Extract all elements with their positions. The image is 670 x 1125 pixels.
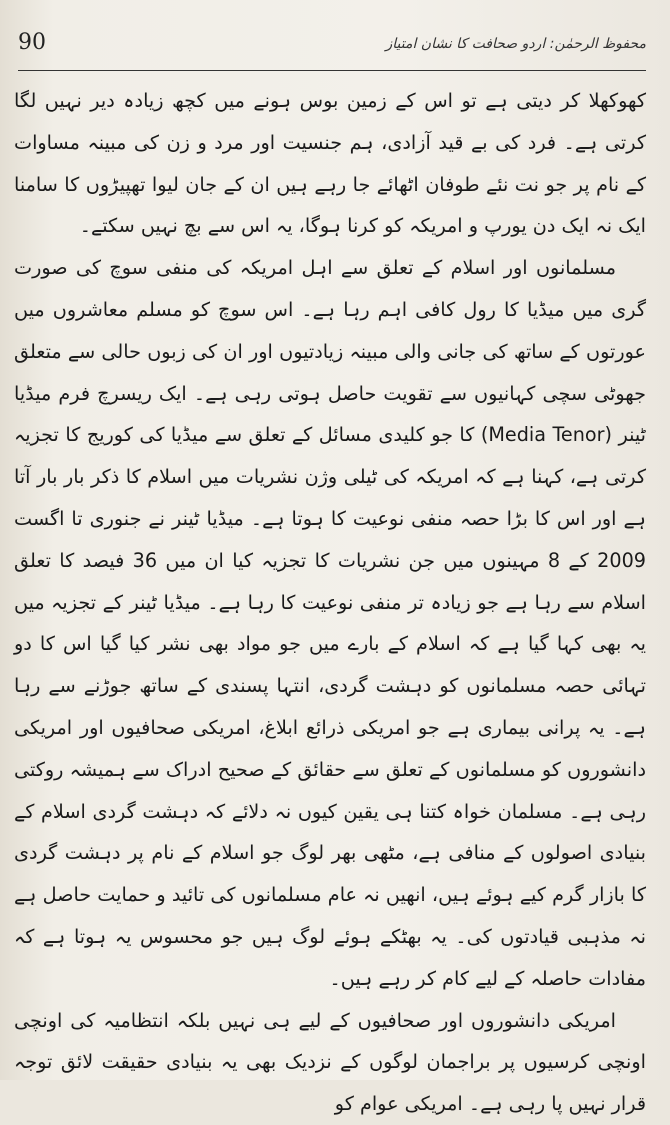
page-number: 90 [18, 30, 46, 55]
page-header [18, 30, 646, 71]
body-text [14, 80, 646, 1125]
paragraph: مسلمانوں اور اسلام کے تعلق سے اہل امریکہ کی منفی سوچ کی صورت گری میں میڈیا کا رول کافی اہم رہا ہے۔ اس سوچ کو مسلم معاشروں میں عورتوں کے ساتھ کی جانی والی مبینہ زیادتیوں اور ان کی زبوں حالی سے متعلق جھوٹی سچی کہانیوں سے تقویت حاصل ہوتی رہی ہے۔ ایک ریسرچ فرم میڈیا ٹینر (Media Tenor) کا جو کلیدی مسائل کے تعلق سے میڈیا کی کوریج کا تجزیہ کرتی ہے، کہنا ہے کہ امریکہ کی ٹیلی وژن نشریات میں اسلام کا ذکر بار بار آتا ہے اور اس کا بڑا حصہ منفی نوعیت کا ہوتا ہے۔ میڈیا ٹینر نے جنوری تا اگست 2009 کے 8 مہینوں میں جن نشریات کا تجزیہ کیا ان میں 36 فیصد کا تعلق اسلام سے رہا ہے جو زیادہ تر منفی نوعیت کا رہا ہے۔ میڈیا ٹینر کے تجزیہ میں یہ بھی کہا گیا ہے کہ اسلام کے بارے میں جو مواد بھی نشر کیا گیا اس کا دو تہائی حصہ مسلمانوں کو دہشت گردی، انتہا پسندی کے ساتھ جوڑنے سے رہا ہے۔ یہ پرانی بیماری ہے جو امریکی ذرائع ابلاغ، امریکی صحافیوں اور امریکی دانشوروں کو مسلمانوں کے تعلق سے حقائق کے صحیح ادراک سے ہمیشہ روکتی رہی ہے۔ مسلمان خواہ کتنا ہی یقین کیوں نہ دلائے کہ دہشت گردی اسلام کے بنیادی اصولوں کے منافی ہے، مٹھی بھر لوگ جو اسلام کے نام پر دہشت گردی کا بازار گرم کیے ہوئے ہیں، انھیں نہ عام مسلمانوں کی تائید و حمایت حاصل ہے نہ مذہبی قیادتوں کی۔ یہ بھٹکے ہوئے لوگ ہیں جو محسوس یہ ہوتا ہے کہ مفادات حاصلہ کے لیے کام کر رہے ہیں۔ [14, 256, 646, 990]
paragraph: کھوکھلا کر دیتی ہے تو اس کے زمین بوس ہونے میں کچھ زیادہ دیر نہیں لگا کرتی ہے۔ فرد کی بے قید آزادی، ہم جنسیت اور مرد و زن کی مبینہ مساوات کے نام پر جو نت نئے طوفان اٹھائے جا رہے ہیں ان کے جان لیوا تھپیڑوں کا سامنا ایک نہ ایک دن یورپ و امریکہ کو کرنا ہوگا، یہ اس سے بچ نہیں سکتے۔ [14, 89, 646, 238]
running-title: محفوظ الرحمٰن: اردو صحافت کا نشان امتیاز [385, 36, 646, 52]
paragraph: امریکی دانشوروں اور صحافیوں کے لیے ہی نہیں بلکہ انتظامیہ کی اونچی اونچی کرسیوں پر براجمان لوگوں کے نزدیک بھی یہ بنیادی حقیقت لائق توجہ قرار نہیں پا رہی ہے۔ امریکی عوام کو [14, 1008, 646, 1116]
